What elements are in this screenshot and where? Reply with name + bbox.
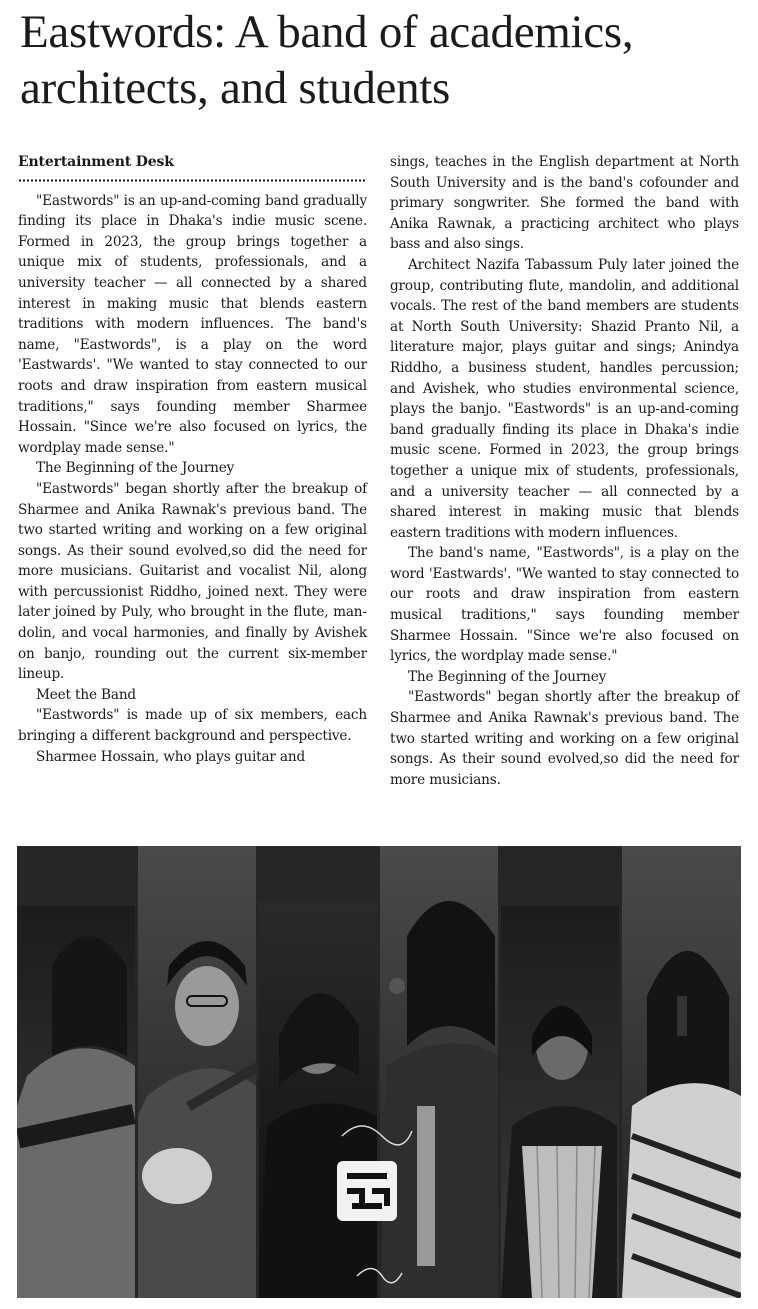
- paragraph-intro: "Eastwords" is an up-and-coming band gradually finding its place in Dhaka's indie music scene. Formed in 2023, the group brings together a unique mix of students, professionals, and a university teacher — all connected by a shared interest in making music that blends eastern traditions with modern influences. The band's name, "Eastwords", is a play on the word 'Eastwards'. "We wanted to stay connected to our roots and draw inspiration from eastern musical traditions," says founding member Sharmee Hossain. "Since we're also focused on lyrics, the wordplay made sense.": [18, 192, 367, 456]
- paragraph-name: The band's name, "Eastwords", is a play on the word 'Eastwards'. "We wanted to stay connected to our roots and draw inspiration from eastern musical traditions," says founding member Sharmee Hossain. "Since we're also focused on lyrics, the wordplay made sense.": [390, 545, 739, 665]
- band-photo-collage: [17, 846, 741, 1298]
- member-panel-3: [259, 901, 377, 1298]
- subheading-meet-band: Meet the Band: [36, 686, 136, 703]
- paragraph-beginning: "Eastwords" began shortly after the breakup of Sharmee and Anika Rawnak's previous band. The two started writing and working on a few original songs. As their sound evolved,so did the need for more musicians. Guitarist and vocalist Nil, along with percussionist Riddho, joined next. They were later joined by Puly, who brought in the flute, mandolin, and vocal harmonies, and finally by Avishek on banjo, rounding out the current six-member lineup.: [18, 480, 367, 683]
- paragraph-puly: Architect Nazifa Tabassum Puly later joined the group, contributing flute, mandolin, and additional vocals. The rest of the band members are students at North South University: Shazid Pranto Nil, a literature major, plays guitar and sings; Anindya Riddho, a business student, handles percussion; and Avishek, who studies environmental science, plays the banjo. "Eastwords" is an up-and-coming band gradually finding its place in Dhaka's indie music scene. Formed in 2023, the group brings together a unique mix of students, professionals, and a university teacher — all connected by a shared interest in making music that blends eastern traditions with modern influences.: [390, 256, 739, 541]
- band-photo: [17, 846, 741, 1298]
- headline: Eastwords: A band of academics, architects, and students: [20, 6, 634, 114]
- member-panel-5: [501, 906, 619, 1298]
- member-panel-1: [17, 906, 136, 1298]
- article-column-left: [18, 152, 367, 767]
- paragraph-sharmee-start: Sharmee Hossain, who plays guitar and: [36, 748, 306, 765]
- member-panel-4: [380, 846, 498, 1298]
- member-panel-2: [138, 846, 260, 1298]
- member-panel-6: [622, 846, 741, 1298]
- article-column-right: [390, 152, 739, 790]
- subheading-beginning-2: The Beginning of the Journey: [408, 668, 607, 685]
- paragraph-members: "Eastwords" is made up of six members, each bringing a different background and perspective.: [18, 707, 367, 745]
- byline: Entertainment Desk: [18, 154, 174, 170]
- dotted-divider: [18, 178, 367, 183]
- paragraph-sharmee-cont: sings, teaches in the English department at North South University and is the band's cofounder and primary songwriter. She formed the band with Anika Rawnak, a practicing architect who plays bass and also sings.: [390, 154, 739, 253]
- paragraph-beginning-2: "Eastwords" began shortly after the breakup of Sharmee and Anika Rawnak's previous band. The two started writing and working on a few original songs. As their sound evolved,so did the need for more musicians.: [390, 689, 739, 788]
- subheading-beginning: The Beginning of the Journey: [36, 460, 235, 477]
